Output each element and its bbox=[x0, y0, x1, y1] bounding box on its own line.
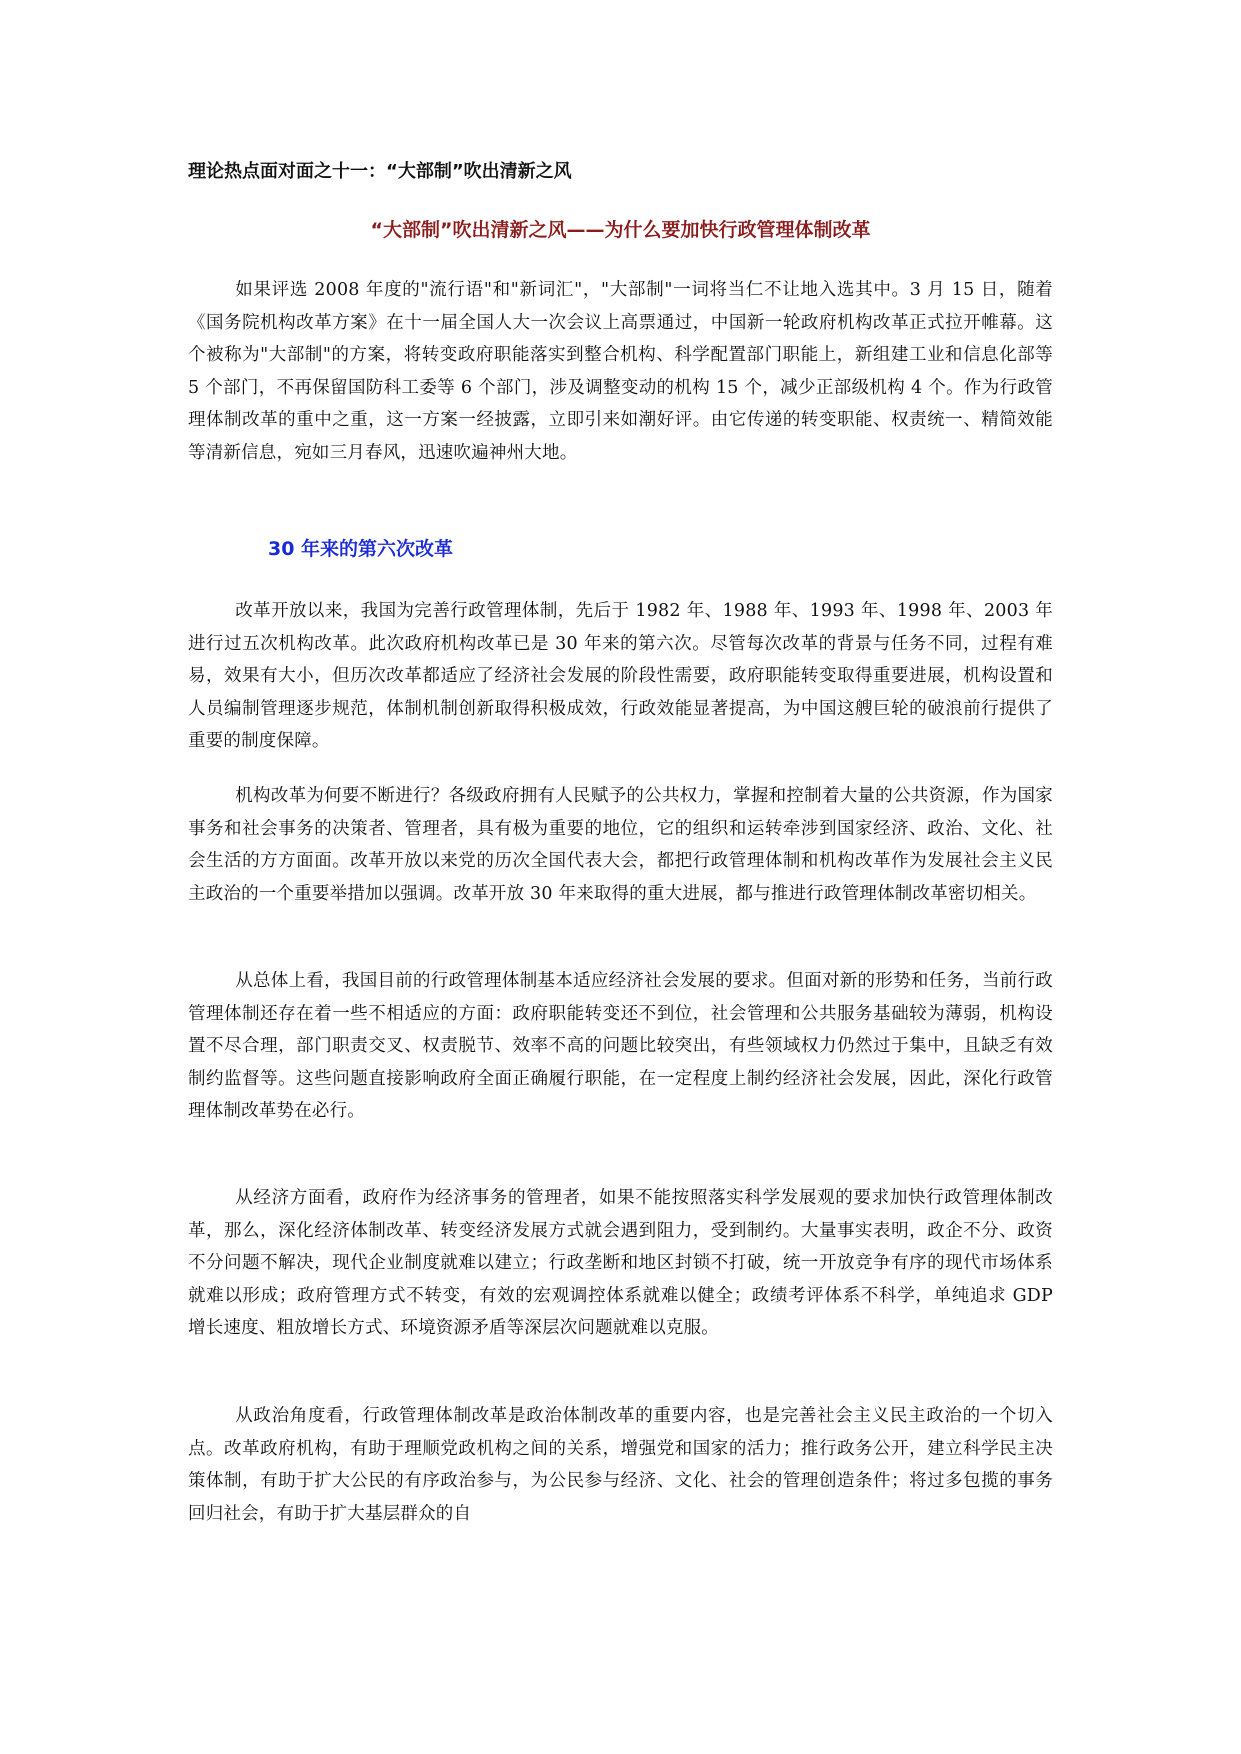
document-page bbox=[188, 0, 1053, 1754]
article-title: “大部制”吹出清新之风——为什么要加快行政管理体制改革 bbox=[370, 219, 871, 241]
document-title: 理论热点面对面之十一：“大部制”吹出清新之风 bbox=[188, 161, 572, 182]
paragraph-overall-view: 从总体上看，我国目前的行政管理体制基本适应经济社会发展的要求。但面对新的形势和任务，当前行政管理体制还存在着一些不相适应的方面：政府职能转变还不到位，社会管理和公共服务基础较为薄弱，机构设置不尽合理，部门职责交叉、权责脱节、效率不高的问题比较突出，有些领域权力仍然过于集中，且缺乏有效制约监督等。这些问题直接影响政府全面正确履行职能，在一定程度上制约经济社会发展，因此，深化行政管理体制改革势在必行。 bbox=[188, 971, 1053, 1121]
paragraph-intro: 如果评选 2008 年度的"流行语"和"新词汇"，"大部制"一词将当仁不让地入选其中。3 月 15 日，随着《国务院机构改革方案》在十一届全国人大一次会议上高票通过，中国新一轮政府机构改革正式拉开帷幕。这个被称为"大部制"的方案，将转变政府职能落实到整合机构、科学配置部门职能上，新组建工业和信息化部等 5 个部门，不再保留国防科工委等 6 个部门，涉及调整变动的机构 15 个，减少正部级机构 4 个。作为行政管理体制改革的重中之重，这一方案一经披露，立即引来如潮好评。由它传递的转变职能、权责统一、精简效能等清新信息，宛如三月春风，迅速吹遍神州大地。 bbox=[188, 280, 1053, 463]
paragraph-political-view: 从政治角度看，行政管理体制改革是政治体制改革的重要内容，也是完善社会主义民主政治的一个切入点。改革政府机构，有助于理顺党政机构之间的关系，增强党和国家的活力；推行政务公开，建立科学民主决策体制，有助于扩大公民的有序政治参与，为公民参与经济、文化、社会的管理创造条件；将过多包揽的事务回归社会，有助于扩大基层群众的自 bbox=[188, 1406, 1053, 1524]
section-heading: 30 年来的第六次改革 bbox=[268, 538, 454, 560]
paragraph-reform-history: 改革开放以来，我国为完善行政管理体制，先后于 1982 年、1988 年、1993 年、1998 年、2003 年进行过五次机构改革。此次政府机构改革已是 30 年来的第六次。尽管每次改革的背景与任务不同，过程有难易，效果有大小，但历次改革都适应了经济社会发展的阶段性需要，政府职能转变取得重要进展，机构设置和人员编制管理逐步规范，体制机制创新取得积极成效，行政效能显著提高，为中国这艘巨轮的破浪前行提供了重要的制度保障。 bbox=[188, 601, 1053, 751]
paragraph-economic-view: 从经济方面看，政府作为经济事务的管理者，如果不能按照落实科学发展观的要求加快行政管理体制改革，那么，深化经济体制改革、转变经济发展方式就会遇到阻力，受到制约。大量事实表明，政企不分、政资不分问题不解决，现代企业制度就难以建立；行政垄断和地区封锁不打破，统一开放竞争有序的现代市场体系就难以形成；政府管理方式不转变，有效的宏观调控体系就难以健全；政绩考评体系不科学，单纯追求 GDP 增长速度、粗放增长方式、环境资源矛盾等深层次问题就难以克服。 bbox=[188, 1188, 1053, 1338]
paragraph-why-reform: 机构改革为何要不断进行？各级政府拥有人民赋予的公共权力，掌握和控制着大量的公共资源，作为国家事务和社会事务的决策者、管理者，具有极为重要的地位，它的组织和运转牵涉到国家经济、政治、文化、社会生活的方方面面。改革开放以来党的历次全国代表大会，都把行政管理体制和机构改革作为发展社会主义民主政治的一个重要举措加以强调。改革开放 30 年来取得的重大进展，都与推进行政管理体制改革密切相关。 bbox=[188, 786, 1053, 904]
